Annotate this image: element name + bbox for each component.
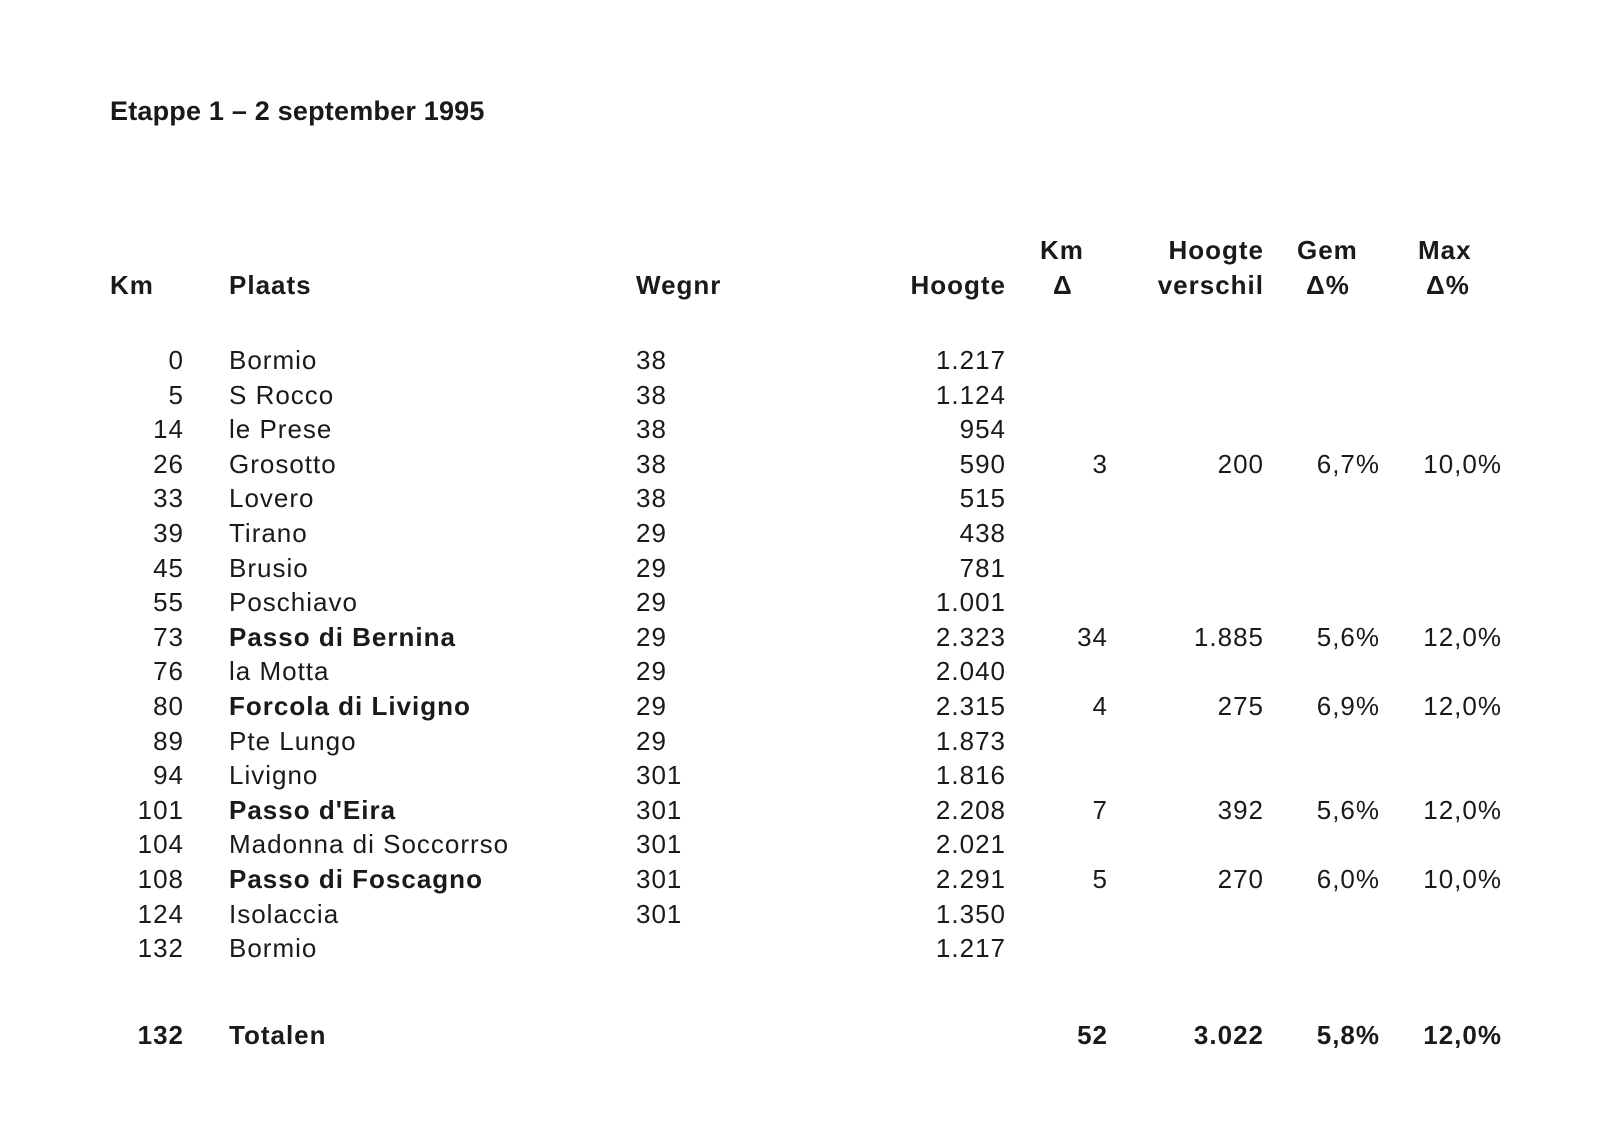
cell-hoogte: 590 [959,448,1006,479]
cell-km: 132 [137,933,184,964]
table-row [0,931,1600,966]
cell-gem-delta: 6,7% [1316,448,1380,479]
header-hoogteverschil-line2: verschil [1157,270,1264,300]
table-row [0,827,1600,862]
cell-plaats: Bormio [229,933,318,964]
cell-plaats: la Motta [229,656,330,687]
table-row [0,412,1600,447]
cell-wegnr: 301 [636,794,683,825]
table-row [0,343,1600,378]
cell-wegnr: 29 [636,656,667,687]
cell-wegnr: 38 [636,345,667,375]
cell-km: 101 [137,794,184,825]
table-row [0,481,1600,516]
cell-wegnr: 29 [636,552,667,583]
totals-max: 12,0% [1423,1020,1502,1050]
cell-hoogte: 2.021 [935,829,1006,860]
header-max-line1: Max [1418,235,1472,265]
cell-wegnr: 29 [636,587,667,618]
cell-wegnr: 301 [636,760,683,791]
header-wegnr: Wegnr [636,270,722,300]
cell-hoogte: 781 [959,552,1006,583]
table-row [0,551,1600,586]
cell-km: 76 [153,656,184,687]
cell-plaats: Livigno [229,760,319,791]
cell-km: 94 [153,760,184,791]
cell-hoogte: 438 [959,518,1006,548]
cell-gem-delta: 6,0% [1316,864,1380,894]
cell-hoogteverschil: 392 [1217,794,1264,825]
cell-km: 89 [153,725,184,756]
cell-hoogte: 1.217 [935,933,1006,964]
cell-wegnr: 301 [636,864,683,894]
cell-plaats: Forcola di Livigno [229,691,471,721]
table-row [0,862,1600,897]
cell-plaats: Passo d'Eira [229,794,397,825]
cell-km-delta: 34 [1077,621,1108,652]
cell-wegnr: 38 [636,414,667,445]
cell-max-delta: 12,0% [1423,794,1502,825]
cell-plaats: le Prese [229,414,333,445]
cell-hoogte: 1.217 [935,345,1006,375]
table-row [0,585,1600,620]
table-row [0,620,1600,655]
cell-wegnr: 29 [636,691,667,721]
cell-km: 39 [153,518,184,548]
cell-hoogte: 954 [959,414,1006,445]
cell-hoogteverschil: 275 [1217,691,1264,721]
cell-hoogte: 2.040 [935,656,1006,687]
cell-plaats: Poschiavo [229,587,358,618]
header-plaats: Plaats [229,270,312,300]
table-row [0,724,1600,759]
cell-km: 26 [153,448,184,479]
cell-km: 124 [137,898,184,929]
cell-km: 33 [153,483,184,514]
table-row [0,758,1600,793]
cell-plaats: Madonna di Soccorrso [229,829,510,860]
cell-gem-delta: 5,6% [1316,621,1380,652]
cell-hoogte: 1.873 [935,725,1006,756]
cell-wegnr: 29 [636,725,667,756]
cell-hoogteverschil: 1.885 [1193,621,1264,652]
cell-hoogte: 2.315 [935,691,1006,721]
cell-km: 14 [153,414,184,445]
cell-km: 108 [137,864,184,894]
cell-wegnr: 38 [636,483,667,514]
cell-plaats: Bormio [229,345,318,375]
totals-row [0,1018,1600,1053]
table-row [0,654,1600,689]
cell-plaats: Passo di Bernina [229,621,456,652]
cell-wegnr: 29 [636,621,667,652]
cell-wegnr: 301 [636,829,683,860]
totals-km-delta: 52 [1077,1020,1108,1050]
totals-label: Totalen [229,1020,327,1050]
cell-wegnr: 38 [636,448,667,479]
cell-hoogte: 1.816 [935,760,1006,791]
cell-max-delta: 10,0% [1423,864,1502,894]
header-km-delta-line2: Δ [1053,270,1073,300]
cell-plaats: Tirano [229,518,308,548]
cell-hoogteverschil: 270 [1217,864,1264,894]
cell-hoogteverschil: 200 [1217,448,1264,479]
table-row [0,793,1600,828]
cell-plaats: Lovero [229,483,315,514]
cell-max-delta: 12,0% [1423,621,1502,652]
totals-hoogteverschil: 3.022 [1193,1020,1264,1050]
header-gem-line2: Δ% [1306,270,1350,300]
header-km-delta-line1: Km [1040,235,1084,265]
header-hoogte: Hoogte [910,270,1006,300]
table-row [0,378,1600,413]
cell-max-delta: 12,0% [1423,691,1502,721]
cell-km: 80 [153,691,184,721]
cell-km-delta: 5 [1092,864,1108,894]
cell-plaats: Brusio [229,552,309,583]
cell-hoogte: 1.124 [935,379,1006,410]
cell-gem-delta: 6,9% [1316,691,1380,721]
cell-km: 104 [137,829,184,860]
cell-hoogte: 2.323 [935,621,1006,652]
cell-km: 5 [168,379,184,410]
table-row [0,897,1600,932]
page-title: Etappe 1 – 2 september 1995 [110,96,485,126]
header-max-line2: Δ% [1426,270,1470,300]
header-hoogteverschil-line1: Hoogte [1168,235,1264,265]
cell-hoogte: 515 [959,483,1006,514]
totals-gem: 5,8% [1316,1020,1380,1050]
cell-hoogte: 1.350 [935,898,1006,929]
header-gem-line1: Gem [1297,235,1358,265]
cell-km: 0 [168,345,184,375]
cell-km: 73 [153,621,184,652]
cell-plaats: Passo di Foscagno [229,864,483,894]
header-km: Km [110,270,154,300]
cell-wegnr: 38 [636,379,667,410]
cell-km: 45 [153,552,184,583]
cell-km-delta: 7 [1092,794,1108,825]
cell-hoogte: 1.001 [935,587,1006,618]
cell-km-delta: 4 [1092,691,1108,721]
cell-km: 55 [153,587,184,618]
cell-plaats: Isolaccia [229,898,340,929]
cell-hoogte: 2.208 [935,794,1006,825]
table-row [0,447,1600,482]
cell-plaats: S Rocco [229,379,335,410]
cell-hoogte: 2.291 [935,864,1006,894]
table-row [0,516,1600,551]
cell-gem-delta: 5,6% [1316,794,1380,825]
cell-max-delta: 10,0% [1423,448,1502,479]
totals-km: 132 [137,1020,184,1050]
cell-km-delta: 3 [1092,448,1108,479]
cell-plaats: Grosotto [229,448,337,479]
cell-wegnr: 29 [636,518,667,548]
cell-plaats: Pte Lungo [229,725,357,756]
table-row [0,689,1600,724]
cell-wegnr: 301 [636,898,683,929]
